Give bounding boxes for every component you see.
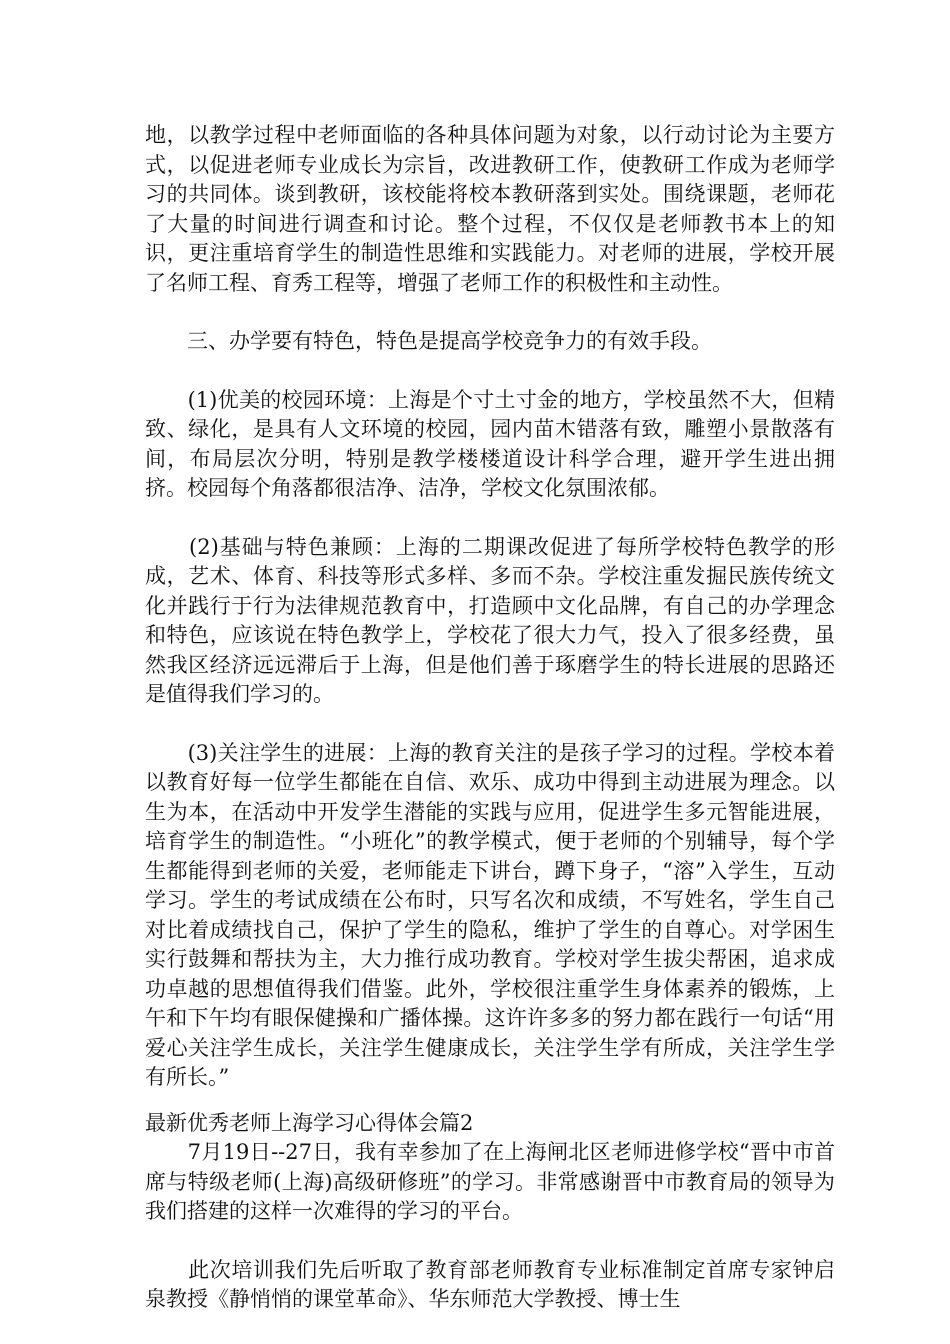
paragraph-campus-environment: (1)优美的校园环境：上海是个寸土寸金的地方，学校虽然不大，但精致、绿化，是具有人文环境的校园，园内苗木错落有致，雕塑小景散落有间，布局层次分明，特别是教学楼楼道设计科学合理，避开学生进出拥挤。校园每个角落都很洁净、洁净，学校文化氛围浓郁。 [145, 387, 835, 500]
paragraph-gap [145, 504, 835, 533]
paragraph-gap [145, 710, 835, 739]
paragraph-training-lectures: 此次培训我们先后听取了教育部老师教育专业标准制定首席专家钟启泉教授《静悄悄的课堂革命》、华东师范大学教授、博士生 [145, 1257, 835, 1311]
paragraph-gap [145, 1227, 835, 1256]
paragraph-gap [145, 298, 835, 327]
section-title: 最新优秀老师上海学习心得体会篇2 [145, 1110, 474, 1135]
paragraph-characteristic-heading: 三、办学要有特色，特色是提高学校竞争力的有效手段。 [145, 329, 712, 353]
paragraph-gap [145, 1093, 835, 1109]
paragraph-student-development: (3)关注学生的进展：上海的教育关注的是孩子学习的过程。学校本着以教育好每一位学生都能在自信、欢乐、成功中得到主动进展为理念。以生为本，在活动中开发学生潜能的实践与应用，促进学生多元智能进展，培育学生的制造性。“小班化”的教学模式，便于老师的个别辅导，每个学生都能得到老师的关爱，老师能走下讲台，蹲下身子，“溶”入学生，互动学习。学生的考试成绩在公布时，只写名次和成绩，不写姓名，学生自己对比着成绩找自己，保护了学生的隐私，维护了学生的自尊心。对学困生实行鼓舞和帮扶为主，大力推行成功教育。学校对学生拔尖帮困，追求成功卓越的思想值得我们借鉴。此外，学校很注重学生身体素养的锻炼，上午和下午均有眼保健操和广播体操。这许许多多的努力都在践行一句话“用爱心关注学生成长，关注学生健康成长，关注学生学有所成，关注学生学有所长。” [145, 740, 835, 1089]
paragraph-gap [145, 357, 835, 386]
document-page [145, 121, 835, 1315]
paragraph-basic-and-characteristic: (2)基础与特色兼顾：上海的二期课改促进了每所学校特色教学的形成，艺术、体育、科技等形式多样、多而不杂。学校注重发掘民族传统文化并践行于行为法律规范教育中，打造顾中文化品牌，有自己的办学理念和特色，应该说在特色教学上，学校花了很大力气，投入了很多经费，虽然我区经济远远滞后于上海，但是他们善于琢磨学生的特长进展的思路还是值得我们学习的。 [145, 534, 835, 706]
paragraph-training-intro: 7月19日--27日，我有幸参加了在上海闸北区老师进修学校“晋中市首席与特级老师(上海)高级研修班”的学习。非常感谢晋中市教育局的领导为我们搭建的这样一次难得的学习的平台。 [145, 1140, 835, 1223]
paragraph-teaching-research: 地，以教学过程中老师面临的各种具体问题为对象，以行动讨论为主要方式，以促进老师专业成长为宗旨，改进教研工作，使教研工作成为老师学习的共同体。谈到教研，该校能将校本教研落到实处。围绕课题，老师花了大量的时间进行调查和讨论。整个过程，不仅仅是老师教书本上的知识，更注重培育学生的制造性思维和实践能力。对老师的进展，学校开展了名师工程、育秀工程等，增强了老师工作的积极性和主动性。 [145, 123, 835, 295]
